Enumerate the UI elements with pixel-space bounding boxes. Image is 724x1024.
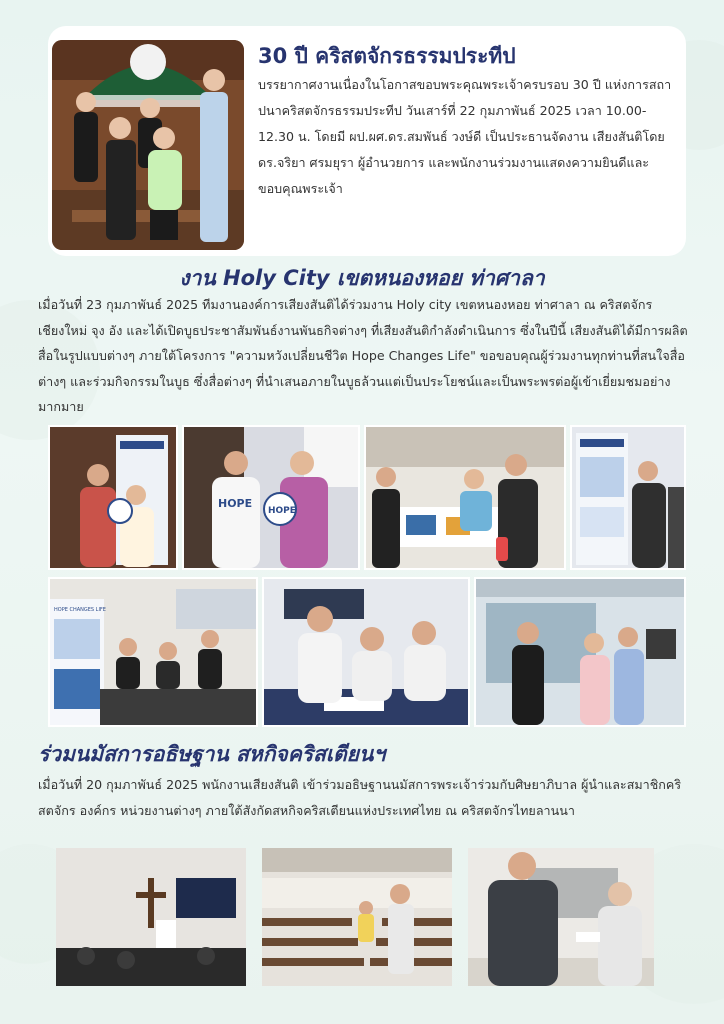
anniversary-group-photo [52,40,244,250]
section1-body: บรรยากาศงานเนื่องในโอกาสขอบพระคุณพระเจ้าครบรอบ 30 ปี แห่งการสถาปนาคริสตจักรธรรมประทีป วันเสาร์ที่ 22 กุมภาพันธ์ 2025 เวลา 10.00-12.30 น. โดยมี ผป.ผศ.ดร.สมพันธ์ วงษ์ดี เป็นประธานจัดงาน เสียงสันติโดย ดร.จริยา ศรมยุรา ผู้อำนวยการ และพนักงานร่วมงานแสดงความยินดีและขอบคุณพระเจ้า [258,77,672,196]
section3-body: เมื่อวันที่ 20 กุมภาพันธ์ 2025 พนักงานเสียงสันติ เข้าร่วมอธิษฐานนมัสการพระเจ้าร่วมกับศิษยาภิบาล ผู้นำและสมาชิกคริสตจักร องค์กร หน่วยงานต่างๆ ภายใต้สังกัดสหกิจคริสเตียนแห่งประเทศไทย ณ คริสตจักรไทยลานนา [38,777,682,818]
worship-photo-3 [468,848,654,986]
holycity-photo-2 [182,425,360,570]
worship-photo-2 [262,848,452,986]
worship-photo-1 [56,848,246,986]
section3-title: ร่วมนมัสการอธิษฐาน สหกิจคริสเตียนฯ [38,742,386,766]
holycity-photo-4 [570,425,686,570]
holycity-photo-6 [262,577,470,727]
section1-title: 30 ปี คริสตจักรธรรมประทีป [258,44,516,68]
banner-text: HOPE CHANGES LIFE [54,607,106,613]
sign-text: HOPE [268,506,296,516]
holycity-photo-3 [364,425,566,570]
section2-title: งาน Holy City เขตหนองหอย ท่าศาลา [179,266,545,290]
holycity-photo-1 [48,425,178,570]
shirt-text: HOPE [218,497,253,510]
holycity-photo-5 [48,577,258,727]
section2-body: เมื่อวันที่ 23 กุมภาพันธ์ 2025 ทีมงานองค์การเสียงสันติได้ร่วมงาน Holy city เขตหนองหอย ท่าศาลา ณ คริสตจักรเชียงใหม่ จุง อัง และได้เปิดบูธประชาสัมพันธ์งานพันธกิจต่างๆ ที่เสียงสันติกำลังดำเนินการ ซึ่งในปีนี้ เสียงสันติได้มีการผลิตสื่อในรูปแบบต่างๆ ภายใต้โครงการ "ความหวังเปลี่ยนชีวิต Hope Changes Life" ขอขอบคุณผู้ร่วมงานทุกท่านที่สนใจสื่อต่างๆ และร่วมกิจกรรมในบูธ ซึ่งสื่อต่างๆ ที่นำเสนอภายในบูธล้วนแต่เป็นประโยชน์และเป็นพระพรต่อผู้เข้าเยี่ยมชมอย่างมากมาย [38,297,688,414]
holycity-photo-7 [474,577,686,727]
